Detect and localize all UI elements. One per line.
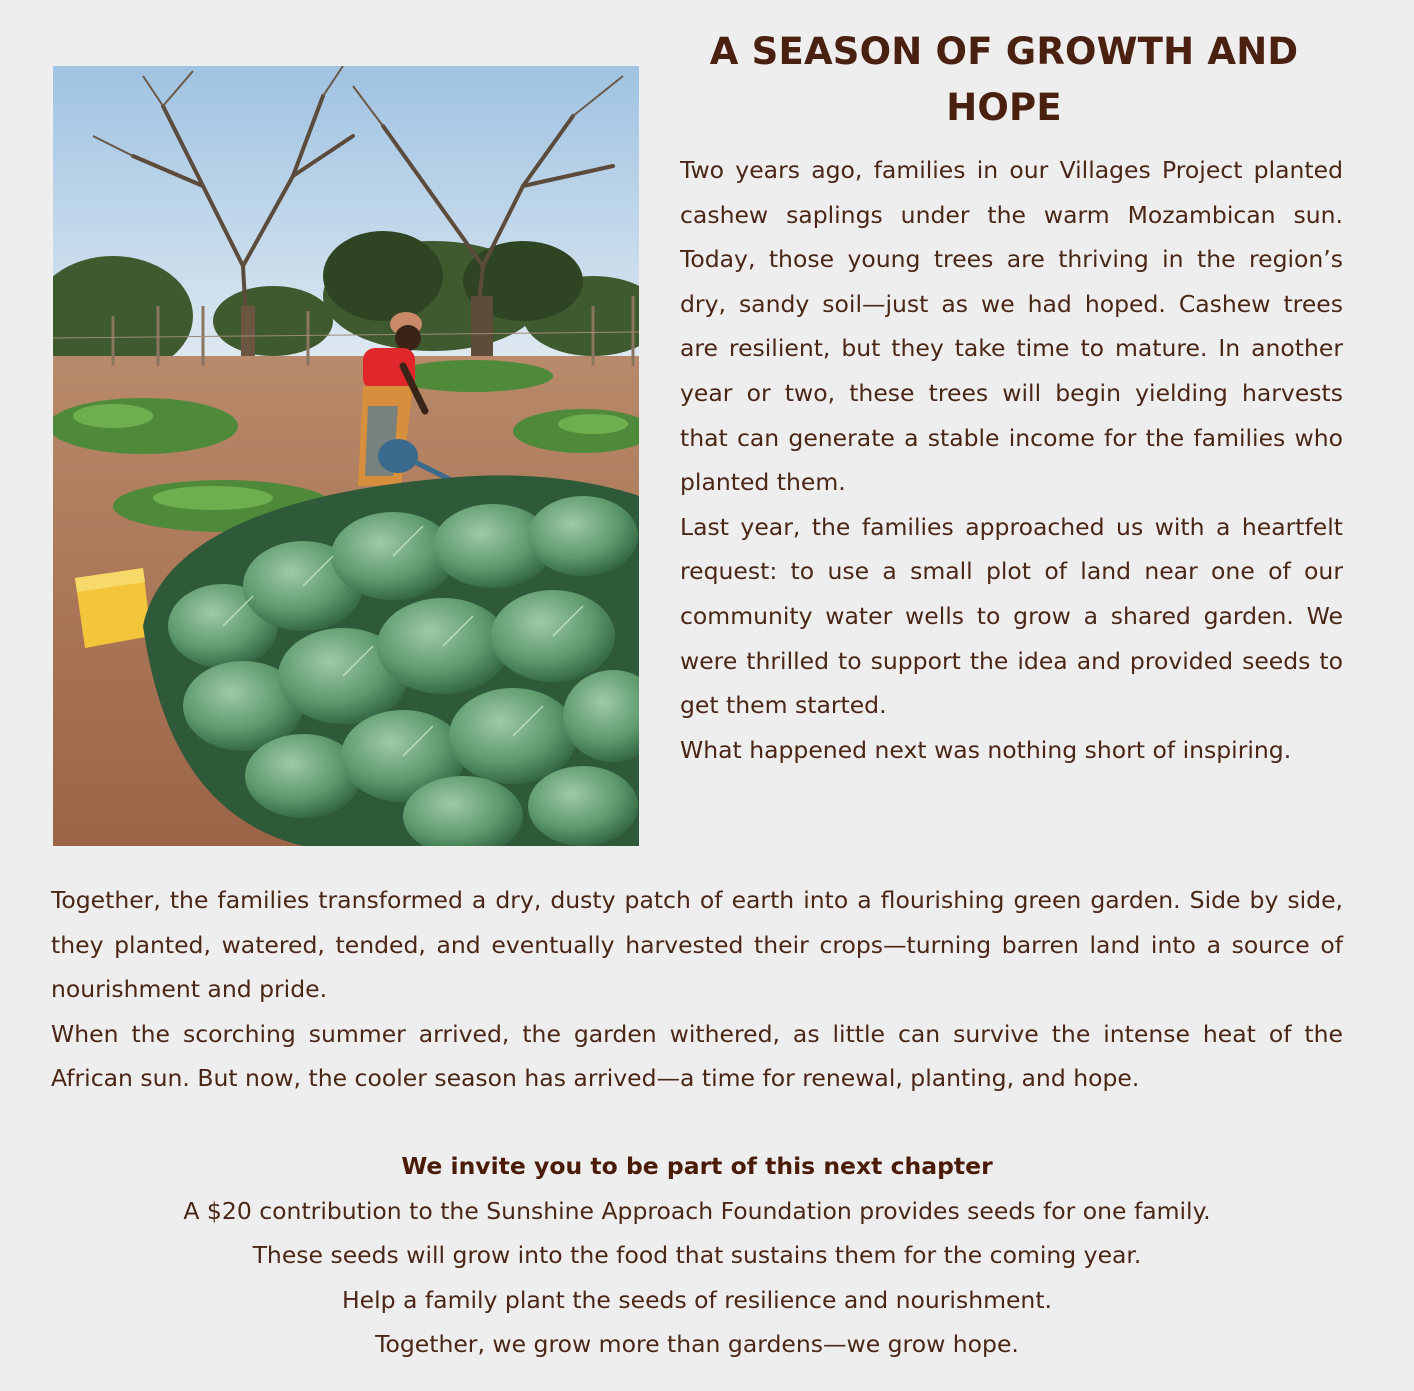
appeal-line: These seeds will grow into the food that sustains them for the coming year. (252, 1241, 1142, 1270)
intro-paragraph: What happened next was nothing short of inspiring. (680, 735, 1292, 764)
garden-photo-illustration (53, 66, 639, 846)
appeal-heading: We invite you to be part of this next chapter (401, 1152, 993, 1180)
garden-photo (53, 66, 639, 846)
intro-paragraph: Last year, the families approached us with a heartfelt request: to use a small plot of land near one of our community water wells to grow a shared garden. We were thrilled to support the idea and provided seeds to get them started. (680, 512, 1343, 720)
appeal-line: A $20 contribution to the Sunshine Approach Foundation provides seeds for one family. (183, 1196, 1211, 1225)
story-paragraph: Together, the families transformed a dry, dusty patch of earth into a flourishing green garden. Side by side, they planted, watered, tended, and eventually harvested their crops—turning barren land into a source of nourishment and pride. (51, 886, 1343, 1004)
article-headline: A SEASON OF GROWTH AND HOPE (709, 30, 1299, 129)
story-continuation (51, 878, 1343, 1101)
intro-paragraph: Two years ago, families in our Villages Project planted cashew saplings under the warm Mozambican sun. Today, those young trees are thriving in the region’s dry, sandy soil—just as we had hoped. Cashew trees are resilient, but they take time to mature. In another year or two, these trees will begin yielding harvests that can generate a stable income for the families who planted them. (680, 156, 1343, 497)
appeal-line: Together, we grow more than gardens—we grow hope. (375, 1330, 1019, 1359)
donation-appeal (40, 1144, 1354, 1367)
intro-text (680, 148, 1343, 772)
appeal-line: Help a family plant the seeds of resilience and nourishment. (341, 1285, 1053, 1314)
story-paragraph: When the scorching summer arrived, the garden withered, as little can survive the intense heat of the African sun. But now, the cooler season has arrived—a time for renewal, planting, and hope. (51, 1019, 1343, 1093)
